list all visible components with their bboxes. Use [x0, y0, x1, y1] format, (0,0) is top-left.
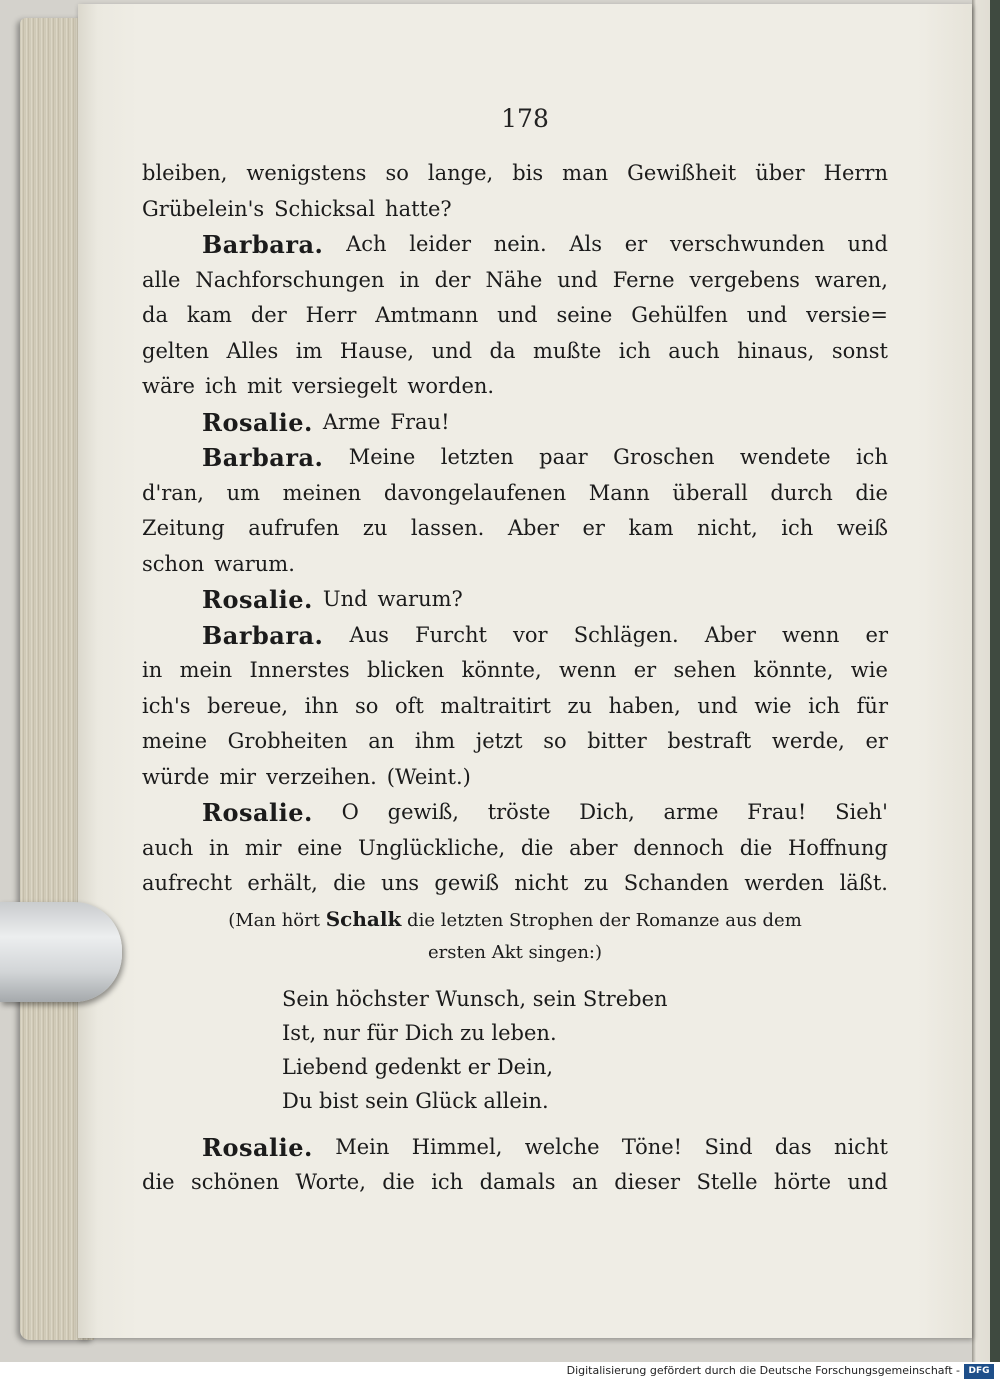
word: ihn	[304, 693, 339, 718]
word: kam	[186, 303, 232, 327]
word: der	[250, 303, 287, 327]
word: bestraft	[667, 729, 752, 753]
stage-direction-line-2: ersten Akt singen:)	[428, 941, 602, 963]
word: verzeihen.	[266, 764, 377, 789]
closing-dialogue-block	[142, 1130, 888, 1201]
word: nicht	[833, 1134, 888, 1159]
word: davongelaufenen	[383, 480, 567, 505]
word: jetzt	[475, 729, 523, 753]
word: Dich,	[579, 800, 635, 824]
word: um	[226, 480, 261, 505]
word: ich	[618, 338, 651, 363]
word: sonst	[831, 338, 888, 363]
word: Unglückliche,	[358, 835, 506, 860]
word: wenn	[558, 658, 617, 682]
text-line	[142, 227, 888, 263]
spacer	[142, 1118, 888, 1130]
word: lassen.	[410, 516, 485, 540]
verse-line: Du bist sein Glück allein.	[282, 1088, 549, 1113]
word: O	[341, 800, 359, 824]
word: gewiß,	[387, 800, 459, 824]
word: über	[755, 161, 805, 185]
word: da	[142, 303, 168, 327]
word: Mann	[588, 480, 650, 505]
word: bleiben,	[142, 161, 228, 185]
word: Aber	[507, 516, 559, 540]
word: schönen	[190, 1170, 280, 1194]
word: er	[582, 516, 605, 540]
word: aufrufen	[248, 516, 340, 540]
text-line	[142, 511, 888, 547]
word: gelten	[142, 338, 209, 363]
verse-line: Sein höchster Wunsch, sein Streben	[282, 986, 668, 1011]
word: die	[739, 835, 773, 860]
spacer	[142, 970, 888, 982]
word: werden	[744, 871, 825, 895]
word: und	[497, 303, 538, 327]
word: Groschen	[613, 445, 715, 469]
text-line	[142, 405, 888, 441]
word: ich	[431, 1170, 464, 1194]
word: meine	[142, 729, 208, 753]
word: dennoch	[633, 835, 725, 860]
dialogue-block	[142, 156, 888, 902]
text-line	[142, 866, 888, 902]
text-line	[142, 369, 888, 405]
word: Aber	[704, 622, 756, 647]
word: Als	[569, 232, 603, 256]
word: zu	[567, 693, 593, 718]
word: Grübelein's	[142, 196, 265, 221]
word: da	[489, 338, 516, 363]
speaker-name: Barbara.	[202, 443, 324, 472]
word: ich	[204, 374, 237, 398]
book-clamp	[0, 902, 122, 1002]
word: Nähe	[485, 267, 543, 292]
page-number: 178	[501, 104, 549, 133]
word: Schicksal	[274, 196, 376, 221]
word: die	[382, 1170, 415, 1194]
word: Sind	[704, 1134, 753, 1159]
word: Frau!	[747, 800, 807, 824]
word: wie	[850, 658, 888, 682]
word: lange,	[427, 161, 494, 185]
word: überall	[672, 480, 748, 505]
word: Furcht	[415, 622, 487, 647]
word: versiegelt	[292, 374, 398, 398]
word: Schanden	[623, 871, 729, 895]
word: Sieh'	[835, 800, 888, 824]
word: arme	[663, 800, 719, 824]
word: alle	[142, 267, 181, 292]
word: vor	[513, 622, 548, 647]
word: kam	[628, 516, 674, 540]
word: durch	[770, 480, 833, 505]
word: wäre	[142, 374, 195, 398]
word: wenn	[781, 622, 840, 647]
word: blicken	[367, 658, 445, 682]
word: Töne!	[621, 1134, 683, 1159]
word: Meine	[348, 445, 416, 469]
word: wendete	[739, 445, 831, 469]
text-line	[142, 724, 888, 760]
stage-direction-line-1	[142, 902, 888, 936]
word: sehen	[673, 658, 737, 682]
word: hörte	[773, 1170, 831, 1194]
word: verschwunden	[669, 232, 825, 256]
page-text	[142, 156, 888, 1201]
word: und	[697, 693, 738, 718]
word: warum.	[214, 551, 295, 576]
word: an	[571, 1170, 598, 1194]
verse-line: Liebend gedenkt er Dein,	[282, 1054, 554, 1079]
word: Innerstes	[249, 658, 350, 682]
word: Herr	[305, 303, 357, 327]
text-line	[142, 263, 888, 299]
word: Zeitung	[142, 516, 225, 540]
word: das	[774, 1134, 812, 1159]
word: er	[633, 658, 657, 682]
word: nicht	[514, 871, 569, 895]
word: Grobheiten	[227, 729, 348, 753]
word: haben,	[608, 693, 681, 718]
word: und	[746, 303, 788, 327]
word: Nachforschungen	[195, 267, 385, 292]
text-line	[142, 156, 888, 192]
word: vergebens	[689, 267, 800, 292]
word: Arme	[322, 409, 381, 434]
word: Himmel,	[411, 1134, 503, 1159]
word: meinen	[282, 480, 362, 505]
word: bereue,	[207, 693, 289, 718]
word: man	[562, 161, 609, 185]
word: Aus	[349, 622, 389, 647]
word: Alles	[226, 338, 279, 363]
speaker-name: Barbara.	[202, 230, 324, 259]
word: Mein	[335, 1134, 390, 1159]
word: worden.	[407, 374, 495, 398]
word: dieser	[614, 1170, 681, 1194]
word: die	[855, 480, 888, 505]
word: so	[543, 729, 567, 753]
word: welche	[524, 1134, 600, 1159]
word: im	[295, 338, 323, 363]
word: Ferne	[612, 267, 675, 292]
word: bitter	[587, 729, 647, 753]
word: ich	[781, 516, 814, 540]
text-line	[142, 192, 888, 228]
word: leider	[409, 232, 472, 256]
word: tröste	[487, 800, 551, 824]
text-line	[142, 334, 888, 370]
word: weiß	[836, 516, 888, 540]
word: in	[399, 267, 420, 292]
word: erhält,	[247, 871, 318, 895]
verse-line: Ist, nur für Dich zu leben.	[282, 1020, 557, 1045]
text-line	[142, 831, 888, 867]
word: bis	[512, 161, 544, 185]
text-line	[142, 547, 888, 583]
word: ich	[808, 693, 841, 718]
word: könnte,	[461, 658, 542, 682]
word: auch	[142, 835, 194, 860]
word: würde	[142, 764, 210, 789]
text-line	[142, 298, 888, 334]
word: läßt.	[839, 871, 888, 895]
text-line	[142, 795, 888, 831]
word: er	[624, 232, 648, 256]
word: in	[209, 835, 230, 860]
text-line	[142, 760, 888, 796]
word: Hoffnung	[787, 835, 888, 860]
word: Gehülfen	[631, 303, 728, 327]
word: paar	[539, 445, 588, 469]
word: Amtmann	[375, 303, 479, 327]
word: wie	[754, 693, 792, 718]
word: und	[847, 1170, 888, 1194]
word: warum?	[377, 587, 463, 611]
text-line	[142, 689, 888, 725]
word: in	[142, 658, 163, 682]
word: versie=	[806, 303, 888, 327]
stage-direction-character: Schalk	[325, 906, 402, 931]
word: Ach	[346, 232, 387, 256]
word: hinaus,	[737, 338, 815, 363]
word: Frau!	[390, 409, 450, 434]
word: aufrecht	[142, 871, 233, 895]
word: oft	[394, 693, 424, 718]
word: Stelle	[696, 1170, 758, 1194]
word: und	[557, 267, 598, 292]
stage-direction-suffix: die letzten Strophen der Romanze aus dem	[407, 909, 802, 931]
word: mit	[246, 374, 283, 398]
word: wenigstens	[246, 161, 367, 185]
word: mir	[219, 764, 257, 789]
word: die	[520, 835, 554, 860]
word: so	[355, 693, 379, 718]
word: seine	[556, 303, 613, 327]
word: hatte?	[385, 196, 452, 221]
text-line	[142, 440, 888, 476]
word: er	[865, 729, 888, 753]
speaker-name: Rosalie.	[202, 1132, 313, 1162]
speaker-name: Rosalie.	[202, 798, 313, 827]
word: Schlägen.	[573, 622, 679, 647]
word: so	[385, 161, 409, 185]
word: nicht,	[697, 516, 758, 540]
text-line	[142, 1130, 888, 1166]
word: könnte,	[753, 658, 834, 682]
word: gewiß	[434, 871, 499, 895]
text-line	[142, 582, 888, 618]
word: aber	[569, 835, 618, 860]
word: mußte	[532, 338, 602, 363]
word: ich	[855, 445, 888, 469]
word: Gewißheit	[627, 161, 737, 185]
scanner-background-strip	[990, 0, 1000, 1362]
text-line	[142, 1165, 888, 1201]
word: Herrn	[823, 161, 888, 185]
word: ich's	[142, 693, 191, 718]
word: maltraitirt	[440, 693, 551, 718]
word: zu	[583, 871, 609, 895]
text-line	[142, 618, 888, 654]
word: Worte,	[295, 1170, 366, 1194]
word: werde,	[771, 729, 845, 753]
word: Und	[322, 587, 368, 611]
word: die	[142, 1170, 175, 1194]
word: der	[434, 267, 471, 292]
speaker-name: Barbara.	[202, 620, 324, 650]
word: waren,	[814, 267, 888, 292]
word: die	[333, 871, 366, 895]
word: für	[856, 693, 888, 718]
word: eine	[297, 835, 343, 860]
word: auch	[668, 338, 720, 363]
word: (Weint.)	[386, 764, 471, 789]
word: ihm	[414, 729, 456, 753]
word: schon	[142, 551, 205, 576]
word: uns	[381, 871, 419, 895]
word: an	[368, 729, 395, 753]
word: und	[431, 338, 473, 363]
dfg-logo: DFG	[964, 1364, 994, 1379]
stage-direction-prefix: (Man hört	[228, 909, 320, 931]
funding-credit: Digitalisierung gefördert durch die Deutsche Forschungsgemeinschaft -	[566, 1364, 960, 1377]
word: letzten	[440, 445, 514, 469]
word: mein	[179, 658, 233, 682]
text-line	[142, 653, 888, 689]
text-line	[142, 476, 888, 512]
speaker-name: Rosalie.	[202, 585, 313, 614]
word: damals	[479, 1170, 556, 1194]
word: er	[865, 622, 888, 647]
word: Hause,	[339, 338, 415, 363]
word: mir	[244, 835, 282, 860]
word: nein.	[493, 232, 547, 256]
word: d'ran,	[142, 480, 204, 505]
speaker-name: Rosalie.	[202, 407, 313, 437]
word: und	[847, 232, 888, 256]
word: zu	[362, 516, 388, 540]
